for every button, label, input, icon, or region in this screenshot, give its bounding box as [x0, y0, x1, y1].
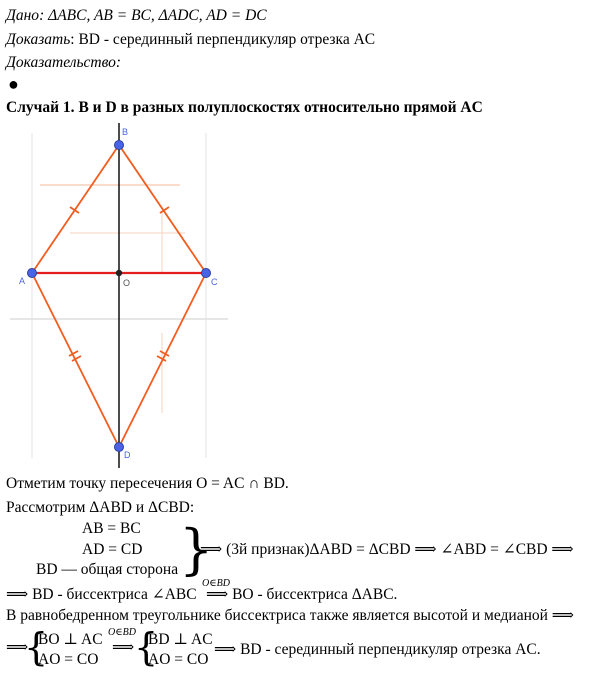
- sys2-row-1: BO ⊥ AC: [38, 631, 103, 648]
- text-isosceles: В равнобедренном треугольнике биссектриса также является высотой и медианой ⟹: [6, 607, 575, 624]
- text-conclusion: ⟹ BD - серединный перпендикуляр отрезка AC.: [214, 641, 541, 658]
- label-a: A: [19, 276, 26, 286]
- sys2-row-2: AO = CO: [38, 651, 99, 668]
- brace-right: }: [179, 518, 214, 581]
- brace-left-1: {: [24, 625, 49, 669]
- prove-line: [6, 30, 375, 50]
- label-b: B: [122, 127, 129, 137]
- point-a: [28, 269, 37, 278]
- label-o: O: [123, 278, 131, 288]
- brace-left-2: {: [134, 625, 159, 669]
- over-note-2: O∈BD: [108, 627, 136, 638]
- given-label: Дано: [6, 7, 40, 24]
- point-o: [116, 270, 122, 276]
- case1-title: Случай 1.: [6, 99, 75, 116]
- side-ab: [32, 145, 119, 273]
- proof-label: Доказательство:: [6, 54, 122, 71]
- final-arrow-2: ⟹: [112, 639, 135, 656]
- point-b: [115, 141, 124, 150]
- prove-text: : BD - серединный перпендикуляр отрезка AC: [70, 31, 376, 48]
- sys1-row-2: AD = CD: [82, 541, 143, 558]
- text-sas: ⟹ (3й признак)ΔABD = ΔCBD ⟹ ∠ABD = ∠CBD ⟹: [200, 541, 574, 558]
- label-c: C: [211, 277, 218, 287]
- rhombus-figure: [10, 123, 230, 468]
- label-d: D: [124, 450, 131, 460]
- tick-ab: [70, 207, 79, 213]
- sys3-row-1: BD ⊥ AC: [148, 631, 213, 648]
- text-bisector-a: ⟹ BD - биссектриса ∠ABC: [6, 586, 197, 603]
- final-arrow: ⟹: [6, 639, 29, 656]
- bullet: ●: [8, 74, 19, 94]
- text-bisector-b: ⟹ BO - биссектриса ΔABC.: [206, 586, 398, 603]
- given-line: [6, 6, 267, 26]
- case1-text: B и D в разных полуплоскостях относительно прямой AC: [74, 99, 483, 116]
- case1-heading: [6, 98, 483, 118]
- text-intersection: Отметим точку пересечения O = AC ∩ BD.: [6, 475, 289, 492]
- point-c: [202, 269, 211, 278]
- over-note-1: O∈BD: [202, 578, 230, 589]
- prove-label: Доказать: [6, 31, 71, 48]
- sys1-row-1: AB = BC: [82, 520, 141, 537]
- point-d: [115, 443, 124, 452]
- sys3-row-2: AO = CO: [148, 651, 209, 668]
- text-consider: Рассмотрим ΔABD и ΔCBD:: [6, 499, 195, 516]
- sys1-row-3: BD — общая сторона: [36, 561, 179, 578]
- given-text: : ΔABC, AB = BC, ΔADC, AD = DC: [39, 7, 267, 24]
